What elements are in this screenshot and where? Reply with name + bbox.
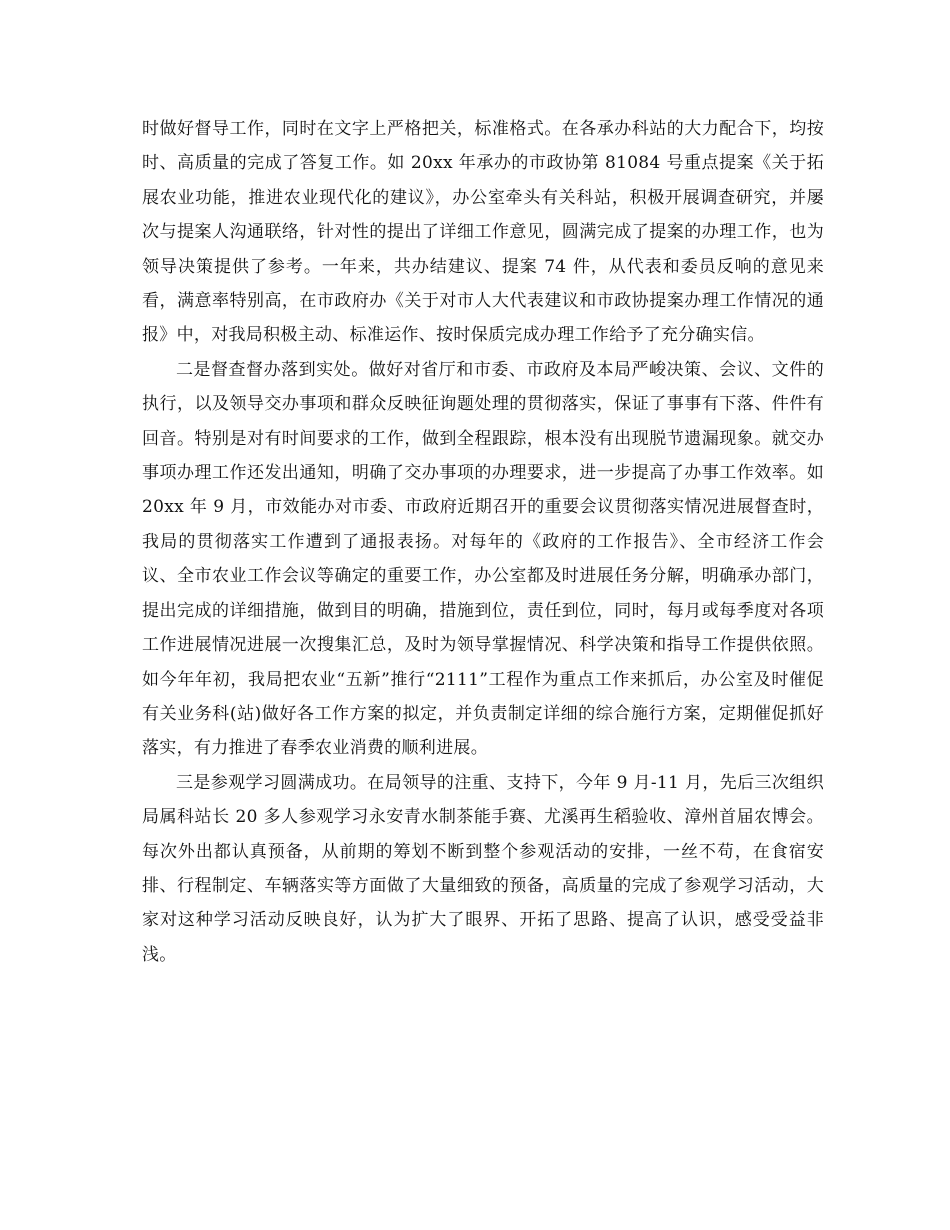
- paragraph-supervision: 二是督查督办落到实处。做好对省厅和市委、市政府及本局严峻决策、会议、文件的执行，以及领导交办事项和群众反映征询题处理的贯彻落实，保证了事事有下落、件件有回音。特别是对有时间要求的工作，做到全程跟踪，根本没有出现脱节遗漏现象。就交办事项办理工作还发出通知，明确了交办事项的办理要求，进一步提高了办事工作效率。如 20xx 年 9 月，市效能办对市委、市政府近期召开的重要会议贯彻落实情况进展督查时，我局的贯彻落实工作遭到了通报表扬。对每年的《政府的工作报告》、全市经济工作会议、全市农业工作会议等确定的重要工作，办公室都及时进展任务分解，明确承办部门，提出完成的详细措施，做到目的明确，措施到位，责任到位，同时，每月或每季度对各项工作进展情况进展一次搜集汇总，及时为领导掌握情况、科学决策和指导工作提供依照。如今年年初，我局把农业“五新”推行“2111”工程作为重点工作来抓后，办公室及时催促有关业务科(站)做好各工作方案的拟定，并负责制定详细的综合施行方案，定期催促抓好落实，有力推进了春季农业消费的顺利进展。: [142, 359, 824, 759]
- paragraph-study-visits: 三是参观学习圆满成功。在局领导的注重、支持下，今年 9 月-11 月，先后三次组织局属科站长 20 多人参观学习永安青水制茶能手赛、尤溪再生稻验收、漳州首届农博会。每次外出都认真预备，从前期的筹划不断到整个参观活动的安排，一丝不苟，在食宿安排、行程制定、车辆落实等方面做了大量细致的预备，高质量的完成了参观学习活动，大家对这种学习活动反映良好，认为扩大了眼界、开拓了思路、提高了认识，感受受益非浅。: [142, 772, 824, 965]
- document-body: [142, 112, 824, 972]
- paragraph-continuation: 时做好督导工作，同时在文字上严格把关，标准格式。在各承办科站的大力配合下，均按时、高质量的完成了答复工作。如 20xx 年承办的市政协第 81084 号重点提案《关于拓展农业功能，推进农业现代化的建议》，办公室牵头有关科站，积极开展调查研究，并屡次与提案人沟通联络，针对性的提出了详细工作意见，圆满完成了提案的办理工作，也为领导决策提供了参考。一年来，共办结建议、提案 74 件，从代表和委员反响的意见来看，满意率特别高，在市政府办《关于对市人大代表建议和市政协提案办理工作情况的通报》中，对我局积极主动、标准运作、按时保质完成办理工作给予了充分确实信。: [142, 119, 824, 346]
